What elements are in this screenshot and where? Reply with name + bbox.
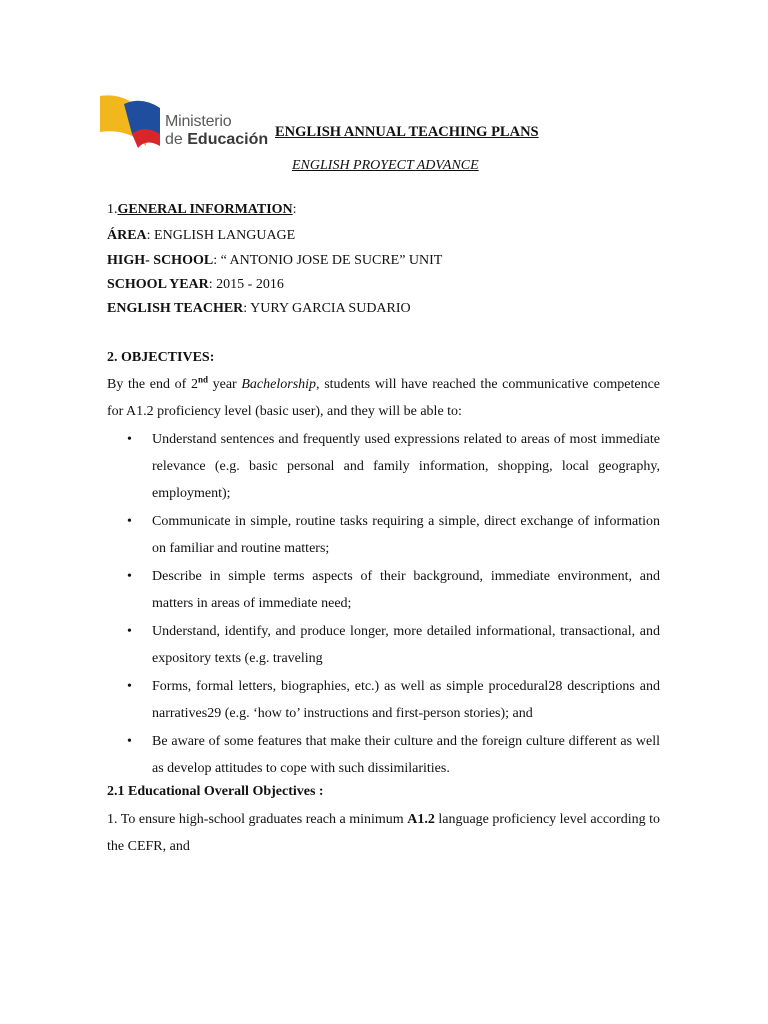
year-value: : 2015 - 2016	[208, 277, 284, 292]
school-line	[107, 253, 442, 269]
logo-line2: de Educación	[165, 131, 269, 148]
teacher-value: : YURY GARCIA SUDARIO	[243, 301, 411, 316]
area-line	[107, 228, 295, 244]
bullet-icon: •	[127, 569, 132, 584]
educational-objectives-heading: 2.1 Educational Overall Objectives :	[107, 784, 324, 799]
objectives-intro: By the end of 2nd year Bachelorship, students will have reached the communicative competence for A1.2 proficiency level (basic user), and they will be able to:	[107, 374, 660, 419]
school-label: HIGH- SCHOOL	[107, 253, 214, 268]
teacher-line	[107, 301, 411, 317]
teacher-label: ENGLISH TEACHER	[107, 301, 244, 316]
document-subtitle: ENGLISH PROYECT ADVANCE	[292, 158, 479, 173]
year-label: SCHOOL YEAR	[107, 277, 209, 292]
objectives-heading: 2. OBJECTIVES:	[107, 350, 215, 365]
bullet-icon: •	[127, 514, 132, 529]
bullet-icon: •	[127, 734, 132, 749]
list-item: • Understand, identify, and produce longer, more detailed informational, transactional, and expository texts (e.g. traveling	[107, 618, 660, 672]
list-item: • Describe in simple terms aspects of their background, immediate environment, and matters in areas of immediate need;	[107, 563, 660, 617]
logo-line1: Ministerio	[165, 113, 232, 130]
bullet-icon: •	[127, 679, 132, 694]
area-value: : ENGLISH LANGUAGE	[146, 228, 296, 243]
bullet-icon: •	[127, 624, 132, 639]
list-item: • Forms, formal letters, biographies, etc.) as well as simple procedural28 descriptions and narratives29 (e.g. ‘how to’ instructions and first-person stories); and	[107, 673, 660, 727]
objectives-list	[107, 426, 660, 783]
school-year-line	[107, 277, 284, 293]
logo-wordmark	[165, 114, 268, 148]
list-item: • Communicate in simple, routine tasks requiring a simple, direct exchange of information on familiar and routine matters;	[107, 508, 660, 562]
list-item: • Be aware of some features that make their culture and the foreign culture different as well as develop attitudes to cope with such dissimilarities.	[107, 728, 660, 782]
list-item: • Understand sentences and frequently used expressions related to areas of most immediate relevance (e.g. basic personal and family information, shopping, local geography, employment);	[107, 426, 660, 507]
bullet-icon: •	[127, 432, 132, 447]
area-label: ÁREA	[107, 228, 147, 243]
educational-objective-1: 1. To ensure high-school graduates reach a minimum A1.2 language proficiency level according to the CEFR, and	[107, 812, 660, 854]
school-value: : “ ANTONIO JOSE DE SUCRE” UNIT	[213, 253, 443, 268]
general-info-heading: 1.GENERAL INFORMATION:	[107, 202, 297, 217]
document-title: ENGLISH ANNUAL TEACHING PLANS	[275, 124, 539, 140]
